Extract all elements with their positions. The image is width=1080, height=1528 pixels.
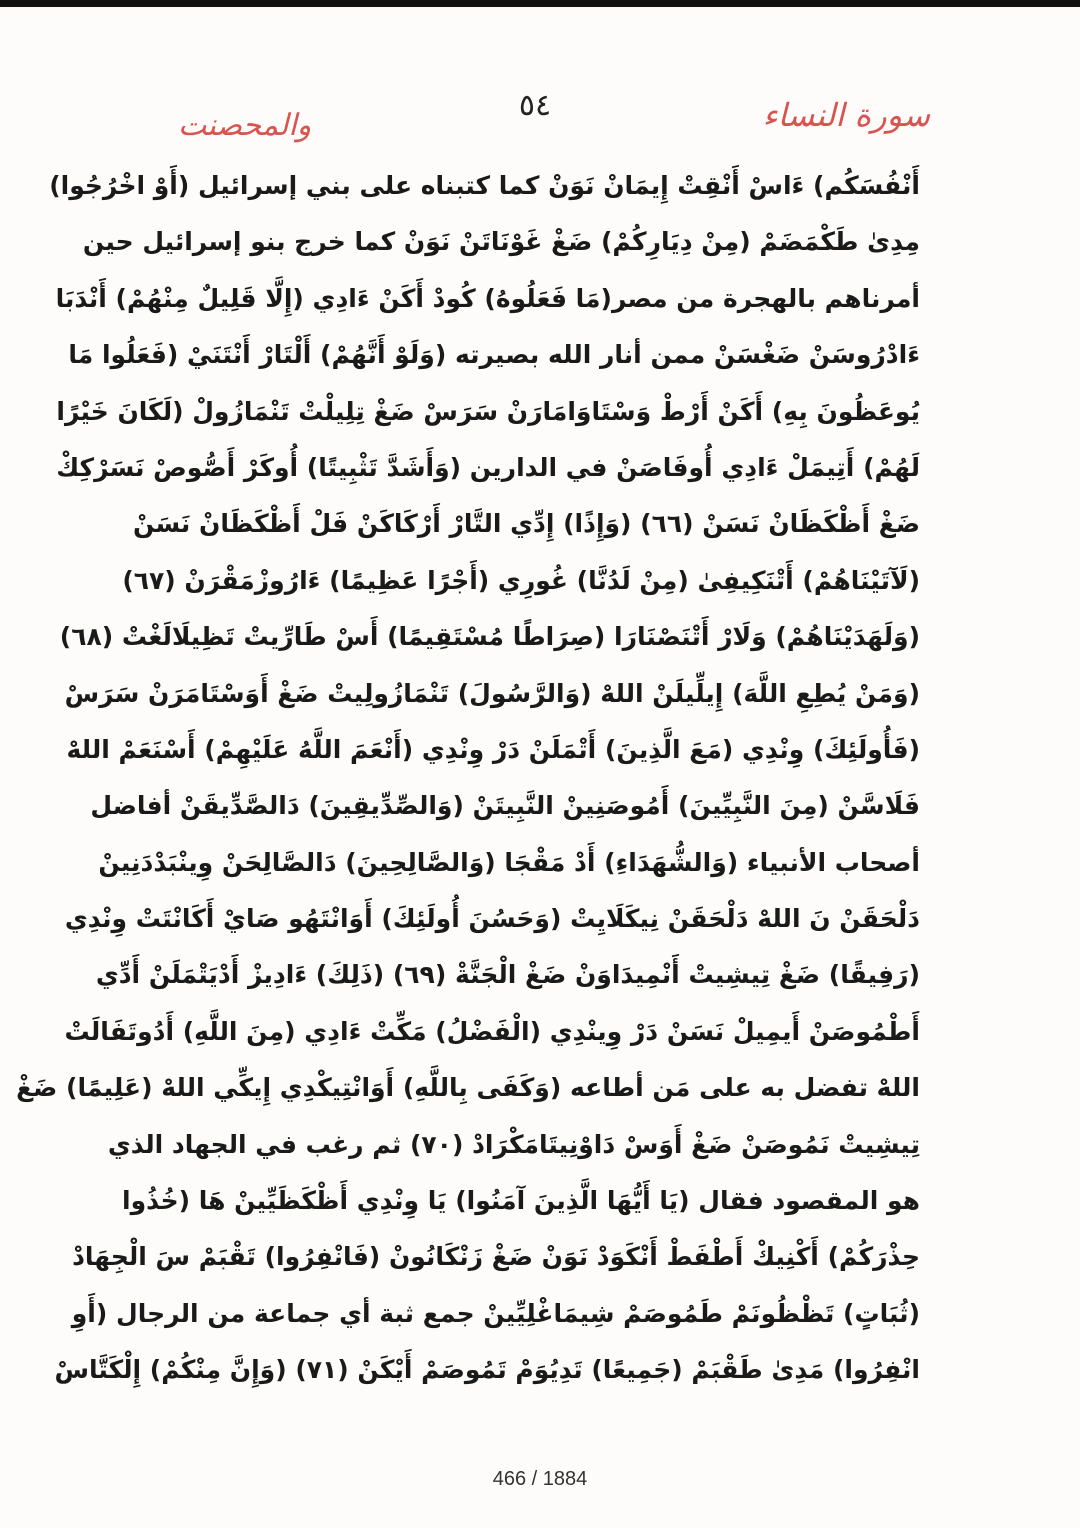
pagination-indicator: 466 / 1884 <box>492 1468 588 1490</box>
text-line: (رَفِيقًا) ضَغْ تِيشِيتْ أَنْمِيدَاوَنْ ضَغْ الْجَنَّةْ (٦٩) (ذَلِكَ) ءَادِيزْ أَدْيَتْمَلَنْ أَدِّي <box>95 960 920 990</box>
text-line: ضَغْ أَظْكَظَانْ نَسَنْ (٦٦) (وَإِذًا) إِدِّي التَّارْ أَرْكَاكَنْ فَلْ أَظْكَظَانْ نَسَنْ <box>132 509 920 539</box>
text-line: لَهُمْ) أَتِيمَلْ ءَادِي أُوفَاصَنْ في الدارين (وَأَشَدَّ تَثْبِيتًا) أُوكَرْ أَصُّوصْ نَسَرْكِكْ <box>56 452 920 482</box>
page-number: ٥٤ <box>518 88 552 123</box>
text-line: اللهْ تفضل به على مَن أطاعه (وَكَفَى بِاللَّهِ) أَوَانْتِيكْدِي إِيكِّي اللهْ (عَلِيمًا) ضَغْ <box>16 1073 920 1103</box>
text-line: يُوعَظُونَ بِهِ) أَكَنْ أَرْطْ وَسْتَاوَامَارَنْ سَرَسْ ضَغْ تِلِيلْتْ تَنْمَازُولْ (لَكَانَ خَيْرًا <box>56 396 920 426</box>
juz-annotation: والمحصنت <box>178 108 312 143</box>
page-header <box>140 88 930 148</box>
text-line: انْفِرُوا) مَدِىٰ طَقْبَمْ (جَمِيعًا) تَدِيُوَمْ تَمُوصَمْ أَيْكَنْ (٧١) (وَإِنَّ مِنْكُمْ) إِلْكَتَّاسْ <box>54 1355 920 1385</box>
text-line: أصحاب الأنبياء (وَالشُّهَدَاءِ) أَدْ مَقْجَا (وَالصَّالِحِينَ) دَالصَّالِحَنْ وِينْبَدْدَنِينْ <box>98 847 920 877</box>
text-line: فَلَاسَّنْ (مِنَ النَّبِيِّينَ) أَمُوصَنِينْ النَّبِيتَنْ (وَالصِّدِّيقِينَ) دَالصَّدِّيقَنْ أفاضل <box>90 791 920 821</box>
text-line: (ثُبَاتٍ) تَظْظُونَمْ طَمُوصَمْ شِيمَاغْلِيِّينْ جمع ثبة أي جماعة من الرجال (أَوِ <box>71 1298 920 1328</box>
tafsir-text <box>16 158 920 1398</box>
text-line: تِيشِيتْ نَمُوصَنْ ضَغْ أَوَسْ دَاوْنِيتَامَكْرَادْ (٧٠) ثم رغب في الجهاد الذي <box>107 1129 920 1159</box>
text-line: أَنْفُسَكُم) ءَاسْ أَنْقِتْ إِيمَانْ نَوَنْ كما كتبناه على بني إسرائيل (أَوْ اخْرُجُوا) <box>49 171 920 200</box>
text-line: هو المقصود فقال (يَا أَيُّهَا الَّذِينَ آمَنُوا) يَا وِنْدِي أَظْكَظَيِّينْ هَا (خُذُوا <box>122 1186 920 1216</box>
text-line: دَلْحَقَنْ نَ اللهْ دَلْحَقَنْ نِيكَلَايِتْ (وَحَسُنَ أُولَئِكَ) أَوَانْتَهُو صَايْ أَكَانْتَتْ وِنْدِي <box>64 904 920 934</box>
text-line: أمرناهم بالهجرة من مصر(مَا فَعَلُوهُ) كُودْ أَكَنْ ءَادِي (إِلَّا قَلِيلٌ مِنْهُمْ) أَنْدَبَا <box>55 283 920 313</box>
text-line: (وَمَنْ يُطِعِ اللَّهَ) إِيلِّيلَنْ اللهْ (وَالرَّسُولَ) تَنْمَازُولِيتْ ضَغْ أَوَسْتَامَرَنْ سَرَسْ <box>64 678 920 708</box>
text-line: (لَآتَيْنَاهُمْ) أَتْنَكِيفِىٰ (مِنْ لَدُنَّا) غُورِي (أَجْرًا عَظِيمًا) ءَارُوزْمَقْرَنْ (٦٧) <box>122 565 920 595</box>
text-line: (وَلَهَدَيْنَاهُمْ) وَلَارْ أَتْنَصْنَارَا (صِرَاطًا مُسْتَقِيمًا) أَسْ طَارِّيتْ تَظِيلَالَغْتْ (٦٨) <box>59 622 920 652</box>
surah-name-annotation: سورة النساء <box>762 96 930 134</box>
text-line: ءَادْرُوسَنْ ضَغْسَنْ ممن أنار الله بصيرته (وَلَوْ أَنَّهُمْ) أَلْتَارْ أَنْتَنَيْ (فَعَلُوا مَا <box>68 340 920 370</box>
text-line: (فَأُولَئِكَ) وِنْدِي (مَعَ الَّذِينَ) أَتْمَلَنْ دَرْ وِنْدِي (أَنْعَمَ اللَّهُ عَلَيْهِمْ) أَسْنَعَمْ اللهْ <box>66 734 920 764</box>
top-border <box>0 0 1080 7</box>
text-line: أَطْمُوصَنْ أَيمِيلْ نَسَنْ دَرْ وِينْدِي (الْفَضْلُ) مَكِّتْ ءَادِي (مِنَ اللَّهِ) أَدُوتَفَالَتْ <box>64 1016 920 1046</box>
text-line: حِذْرَكُمْ) أَكْنِيكْ أَطْفَطْ أَنْكَوَدْ نَوَنْ ضَغْ زَنْكَانُونْ (فَانْفِرُوا) تَقْبَمْ سَ الْجِهَادْ <box>72 1242 920 1272</box>
text-line: مِدِىٰ طَكْمَضَمْ (مِنْ دِيَارِكُمْ) ضَغْ غَوْنَاتَنْ نَوَنْ كما خرج بنو إسرائيل حين <box>82 227 920 257</box>
